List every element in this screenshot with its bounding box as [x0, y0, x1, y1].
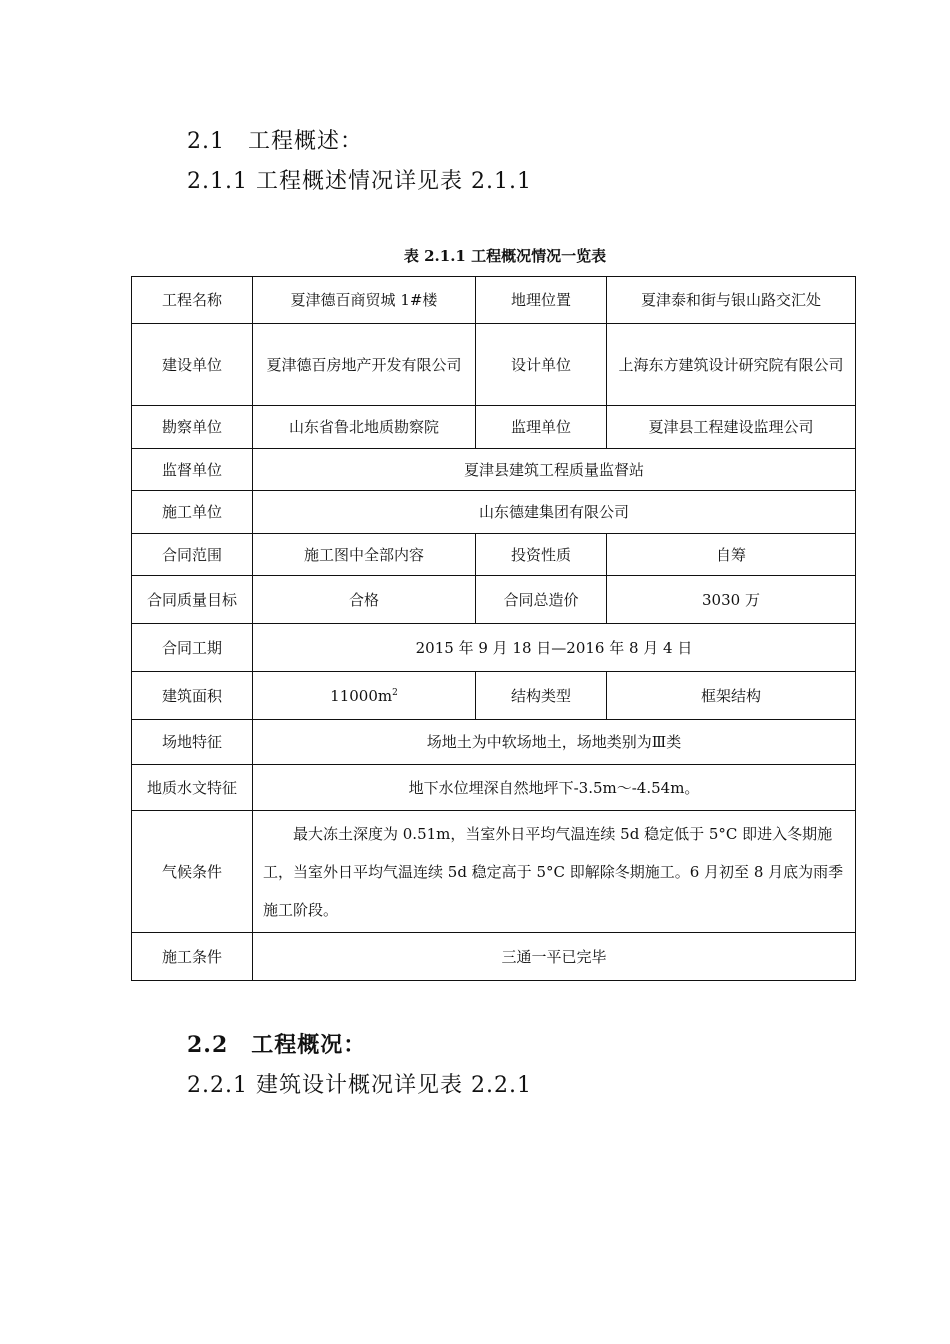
value-cell [253, 672, 476, 720]
label-cell: 勘察单位 [132, 406, 253, 449]
value-cell: 夏津县建筑工程质量监督站 [253, 449, 856, 491]
label-cell: 工程名称 [132, 277, 253, 324]
table-row [132, 811, 856, 933]
table-row [132, 576, 856, 624]
label-cell: 合同工期 [132, 624, 253, 672]
label-cell: 合同质量目标 [132, 576, 253, 624]
value-cell: 合格 [253, 576, 476, 624]
table-row [132, 765, 856, 811]
label-cell: 气候条件 [132, 811, 253, 933]
value-cell: 夏津德百房地产开发有限公司 [253, 324, 476, 406]
area-unit-exponent: 2 [392, 687, 398, 698]
table-caption: 表 2.1.1 工程概况情况一览表 [403, 247, 607, 265]
project-overview-table [131, 276, 856, 981]
section-2-2-1-heading: 2.2.1 建筑设计概况详见表 2.2.1 [187, 1073, 532, 1098]
value-cell: 3030 万 [607, 576, 856, 624]
table-row [132, 449, 856, 491]
label-cell: 场地特征 [132, 720, 253, 765]
label-cell: 地理位置 [476, 277, 607, 324]
label-cell: 施工单位 [132, 491, 253, 534]
value-cell: 上海东方建筑设计研究院有限公司 [607, 324, 856, 406]
value-cell: 夏津泰和街与银山路交汇处 [607, 277, 856, 324]
value-cell: 地下水位埋深自然地坪下-3.5m～-4.54m。 [253, 765, 856, 811]
value-cell: 山东德建集团有限公司 [253, 491, 856, 534]
label-cell: 合同总造价 [476, 576, 607, 624]
label-cell: 监理单位 [476, 406, 607, 449]
section-2-2-heading: 2.2 工程概况： [187, 1032, 367, 1058]
label-cell: 建筑面积 [132, 672, 253, 720]
table-row [132, 534, 856, 576]
value-cell: 2015 年 9 月 18 日—2016 年 8 月 4 日 [253, 624, 856, 672]
label-cell: 建设单位 [132, 324, 253, 406]
value-cell: 自筹 [607, 534, 856, 576]
table-row [132, 491, 856, 534]
section-2-1-heading: 2.1 工程概述： [187, 129, 363, 154]
area-value: 11000m [330, 686, 393, 705]
label-cell: 合同范围 [132, 534, 253, 576]
value-cell: 三通一平已完毕 [253, 933, 856, 981]
table-row [132, 720, 856, 765]
label-cell: 结构类型 [476, 672, 607, 720]
label-cell: 监督单位 [132, 449, 253, 491]
table-row [132, 324, 856, 406]
label-cell: 设计单位 [476, 324, 607, 406]
value-cell: 框架结构 [607, 672, 856, 720]
label-cell: 投资性质 [476, 534, 607, 576]
label-cell: 施工条件 [132, 933, 253, 981]
value-cell: 夏津县工程建设监理公司 [607, 406, 856, 449]
value-cell: 山东省鲁北地质勘察院 [253, 406, 476, 449]
value-cell: 最大冻土深度为 0.51m，当室外日平均气温连续 5d 稳定低于 5°C 即进入冬期施工，当室外日平均气温连续 5d 稳定高于 5°C 即解除冬期施工。6 月初至 8 月底为雨季施工阶段。 [253, 811, 856, 933]
table-row [132, 624, 856, 672]
table-row [132, 933, 856, 981]
label-cell: 地质水文特征 [132, 765, 253, 811]
table-row [132, 672, 856, 720]
table-row [132, 277, 856, 324]
value-cell: 场地土为中软场地土，场地类别为Ⅲ类 [253, 720, 856, 765]
table-row [132, 406, 856, 449]
value-cell: 施工图中全部内容 [253, 534, 476, 576]
value-cell: 夏津德百商贸城 1#楼 [253, 277, 476, 324]
section-2-1-1-heading: 2.1.1 工程概述情况详见表 2.1.1 [187, 169, 532, 194]
